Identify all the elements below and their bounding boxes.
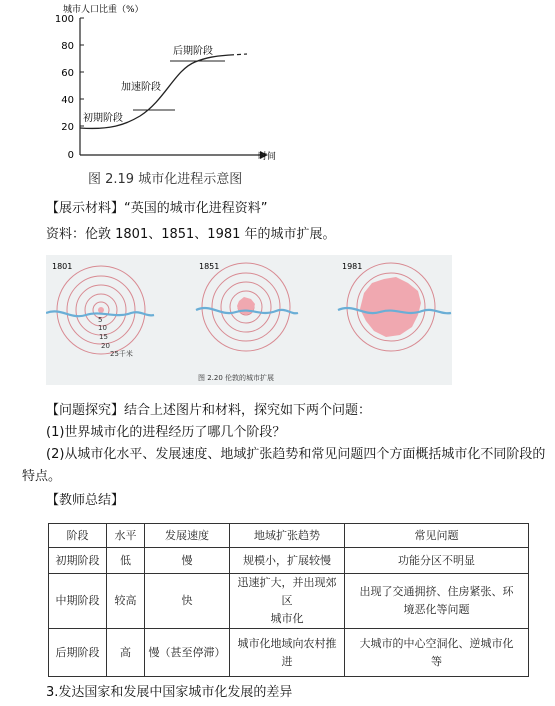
trend-cell [230, 629, 345, 677]
issue-text: 功能分区不明显 [398, 553, 475, 567]
map-year-label: 1801 [52, 262, 73, 271]
stage-cell: 后期阶段 [49, 629, 107, 677]
header-cell: 水平 [107, 524, 145, 548]
table-row [49, 548, 529, 574]
trend-text: 城市化地域向农村推 [237, 636, 337, 650]
trend-cell [230, 548, 345, 574]
trend-text: 城市化 [270, 612, 304, 625]
header-cell: 常见问题 [345, 524, 529, 548]
y-tick-label: 40 [61, 95, 74, 106]
urbanization-summary-table [48, 523, 529, 677]
header-cell: 地域扩张趋势 [230, 524, 345, 548]
stage-label-early: 初期阶段 [83, 113, 123, 124]
inquiry-heading: 【问题探究】结合上述图片和材料，探究如下两个问题： [46, 403, 372, 418]
trend-text: 迅速扩大，并出现郊区 [237, 576, 337, 607]
issue-text: 出现了交通拥挤、住房紧张、环 [359, 585, 514, 598]
level-cell: 较高 [107, 574, 145, 629]
y-axis-title: 城市人口比重（%） [63, 5, 144, 15]
map-year-label: 1851 [199, 262, 220, 271]
y-tick-label: 80 [61, 41, 74, 52]
ring-label: 5 [98, 316, 103, 324]
issue-text: 境恶化等问题 [403, 603, 470, 616]
ring-label: 20 [101, 342, 110, 350]
next-section-heading: 3.发达国家和发展中国家城市化发展的差异 [46, 685, 293, 700]
stage-label-accelerating: 加速阶段 [121, 82, 161, 93]
x-axis-title: 时间 [258, 152, 277, 162]
level-cell: 高 [107, 629, 145, 677]
table-row [49, 629, 529, 677]
stage-cell: 中期阶段 [49, 574, 107, 629]
trend-text: 进 [281, 654, 293, 668]
level-cell: 低 [107, 548, 145, 574]
issue-cell [345, 629, 529, 677]
speed-cell: 慢（甚至停滞） [145, 629, 230, 677]
figure-2-19-caption: 图 2.19 城市化进程示意图 [88, 172, 243, 187]
map-1851 [196, 262, 298, 351]
inquiry-question-2-cont: 特点。 [22, 469, 62, 484]
table-header-row [49, 524, 529, 548]
trend-cell [230, 574, 345, 629]
issue-text: 等 [431, 654, 442, 668]
london-expansion-maps [46, 255, 452, 385]
map-1981 [338, 262, 451, 351]
ring-label: 10 [98, 324, 107, 332]
y-tick-label: 100 [55, 14, 74, 25]
header-cell: 阶段 [49, 524, 107, 548]
header-cell: 发展速度 [145, 524, 230, 548]
city-area [98, 307, 104, 313]
stage-cell: 初期阶段 [49, 548, 107, 574]
map-1801 [46, 262, 154, 358]
summary-heading: 【教师总结】 [46, 493, 125, 508]
ring-label: 15 [99, 333, 108, 341]
table-row [49, 574, 529, 629]
stage-label-late: 后期阶段 [173, 46, 213, 57]
urbanization-curve-figure [55, 0, 305, 170]
inquiry-question-2: (2)从城市化水平、发展速度、地域扩张趋势和常见问题四个方面概括城市化不同阶段的 [46, 447, 546, 462]
issue-text: 大城市的中心空洞化、逆城市化 [359, 636, 514, 650]
city-area [360, 277, 421, 337]
y-tick-label: 60 [61, 68, 74, 79]
speed-cell: 慢 [145, 548, 230, 574]
ring-label: 25千米 [110, 350, 133, 358]
curve-extension-dashed [230, 54, 247, 55]
inquiry-question-1: (1)世界城市化的进程经历了哪几个阶段？ [46, 425, 286, 440]
trend-text: 规模小，扩展较慢 [243, 553, 331, 567]
map-year-label: 1981 [342, 262, 363, 271]
figure-2-20-caption: 图 2.20 伦敦的城市扩展 [198, 374, 275, 382]
issue-cell [345, 574, 529, 629]
y-tick-label: 0 [67, 150, 74, 161]
y-tick-label: 20 [61, 122, 74, 133]
issue-cell [345, 548, 529, 574]
materials-intro: 资料：伦敦 1801、1851、1981 年的城市扩展。 [46, 227, 336, 242]
materials-heading: 【展示材料】“英国的城市化进程资料” [46, 201, 268, 216]
speed-cell: 快 [145, 574, 230, 629]
